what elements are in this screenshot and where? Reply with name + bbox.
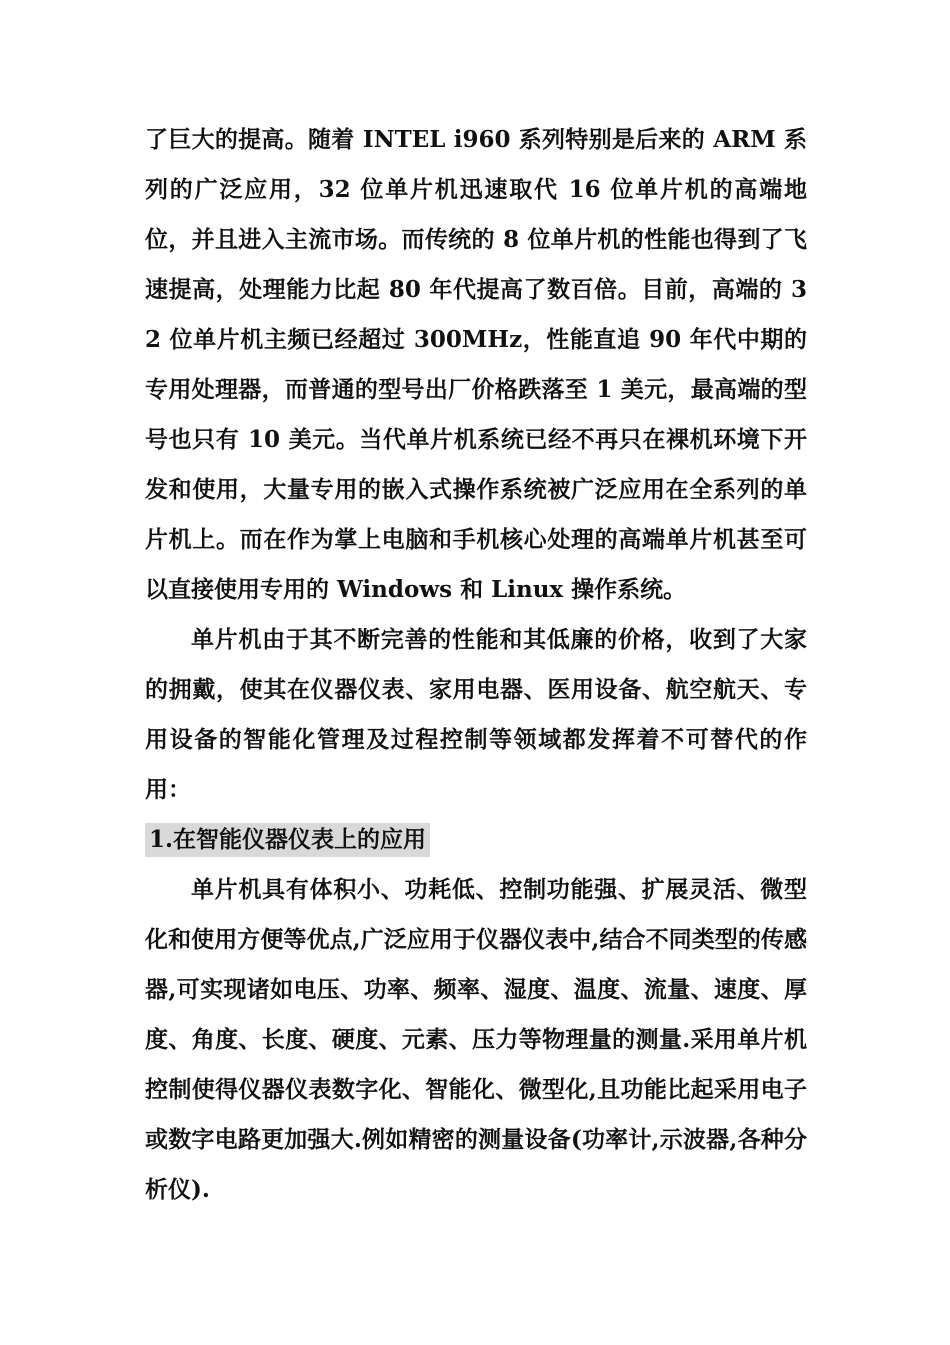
document-body [145, 115, 807, 1215]
section-heading-row [145, 815, 807, 865]
section-heading: 1.在智能仪器仪表上的应用 [145, 823, 430, 857]
paragraph-applications-intro: 单片机由于其不断完善的性能和其低廉的价格，收到了大家的拥戴，使其在仪器仪表、家用电器、医用设备、航空航天、专用设备的智能化管理及过程控制等领域都发挥着不可替代的作用： [145, 626, 807, 803]
paragraph-continuation: 了巨大的提高。随着 INTEL i960 系列特别是后来的 ARM 系列的广泛应用，32 位单片机迅速取代 16 位单片机的高端地位，并且进入主流市场。而传统的 8 位单片机的性能也得到了飞速提高，处理能力比起 80 年代提高了数百倍。目前，高端的 32 位单片机主频已经超过 300MHz，性能直追 90 年代中期的专用处理器，而普通的型号出厂价格跌落至 1 美元，最高端的型号也只有 10 美元。当代单片机系统已经不再只在裸机环境下开发和使用，大量专用的嵌入式操作系统被广泛应用在全系列的单片机上。而在作为掌上电脑和手机核心处理的高端单片机甚至可以直接使用专用的 Windows 和 Linux 操作系统。 [145, 126, 807, 603]
paragraph-smart-instruments: 单片机具有体积小、功耗低、控制功能强、扩展灵活、微型化和使用方便等优点,广泛应用于仪器仪表中,结合不同类型的传感器,可实现诸如电压、功率、频率、湿度、温度、流量、速度、厚度、角度、长度、硬度、元素、压力等物理量的测量.采用单片机控制使得仪器仪表数字化、智能化、微型化,且功能比起采用电子或数字电路更加强大.例如精密的测量设备(功率计,示波器,各种分析仪). [145, 876, 807, 1203]
